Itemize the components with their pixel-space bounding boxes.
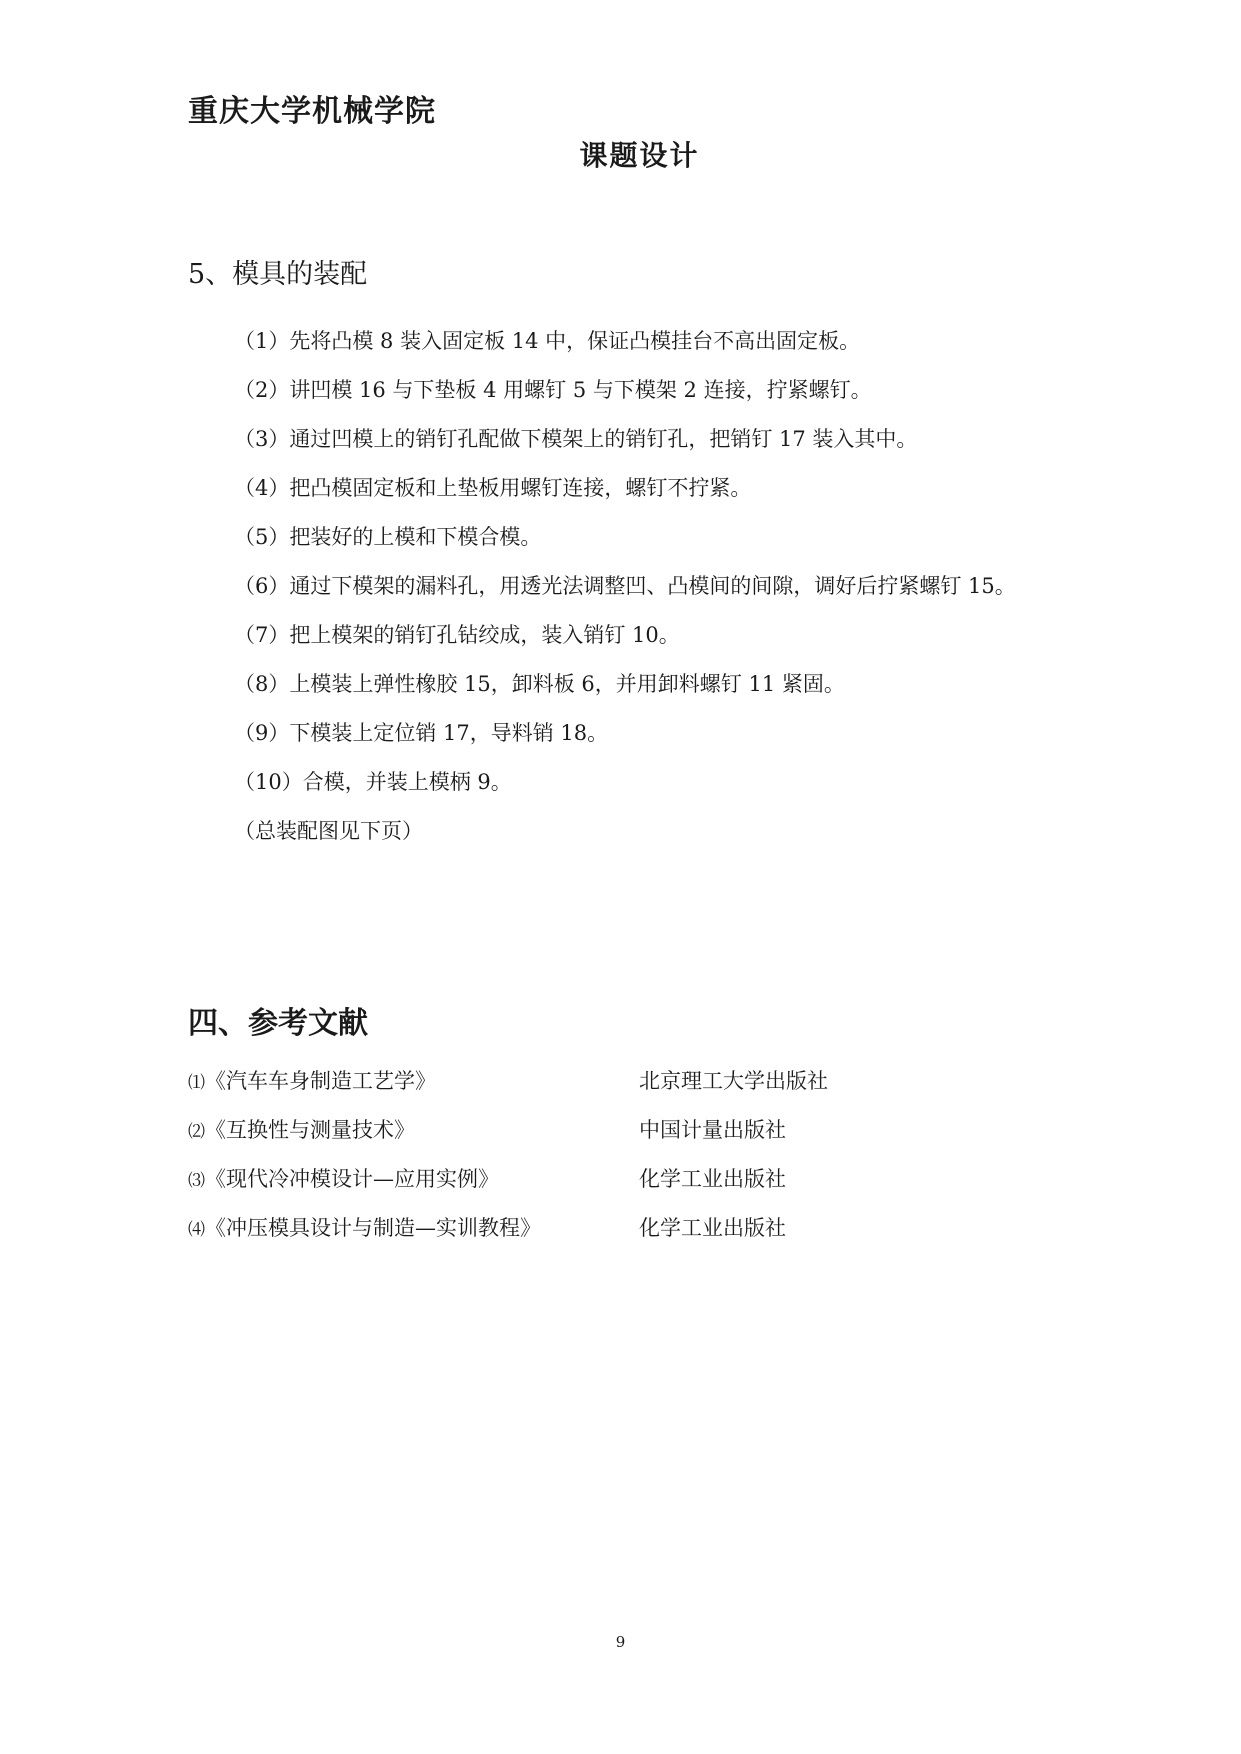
reference-publisher: 中国计量出版社 xyxy=(639,1118,786,1142)
reference-publisher: 北京理工大学出版社 xyxy=(639,1069,828,1093)
assembly-step: （5）把装好的上模和下模合模。 xyxy=(234,525,542,549)
reference-title: 《冲压模具设计与制造—实训教程》 xyxy=(205,1216,541,1240)
reference-item xyxy=(188,1208,1088,1257)
subject-title-text: 课题设计 xyxy=(579,139,700,172)
assembly-step: （3）通过凹模上的销钉孔配做下模架上的销钉孔，把销钉 17 装入其中。 xyxy=(234,427,918,451)
assembly-steps-list xyxy=(188,317,1058,856)
assembly-step: （8）上模装上弹性橡胶 15，卸料板 6，并用卸料螺钉 11 紧固。 xyxy=(234,672,845,696)
reference-title: 《互换性与测量技术》 xyxy=(205,1118,415,1142)
reference-number: ⑴ xyxy=(188,1073,205,1093)
reference-item xyxy=(188,1061,1088,1110)
assembly-step: （9）下模装上定位销 17，导料销 18。 xyxy=(234,721,609,745)
references-heading: 四、参考文献 xyxy=(188,1006,368,1041)
reference-publisher: 化学工业出版社 xyxy=(639,1216,786,1240)
reference-number: ⑶ xyxy=(188,1171,205,1191)
assembly-step: （7）把上模架的销钉孔钻绞成，装入销钉 10。 xyxy=(234,623,680,647)
assembly-note: （总装配图见下页） xyxy=(234,819,423,843)
reference-item xyxy=(188,1110,1088,1159)
references-list xyxy=(188,1061,1088,1257)
reference-item xyxy=(188,1159,1088,1208)
assembly-step: （10）合模，并装上模柄 9。 xyxy=(234,770,512,794)
reference-number: ⑵ xyxy=(188,1122,205,1142)
reference-title: 《现代冷冲模设计—应用实例》 xyxy=(205,1167,499,1191)
assembly-step: （4）把凸模固定板和上垫板用螺钉连接，螺钉不拧紧。 xyxy=(234,476,752,500)
assembly-step: （2）讲凹模 16 与下垫板 4 用螺钉 5 与下模架 2 连接，拧紧螺钉。 xyxy=(234,378,872,402)
page-number: 9 xyxy=(615,1633,626,1651)
school-name: 重庆大学机械学院 xyxy=(188,94,436,129)
reference-publisher: 化学工业出版社 xyxy=(639,1167,786,1191)
section-title: 5、模具的装配 xyxy=(188,259,368,290)
reference-number: ⑷ xyxy=(188,1220,205,1240)
assembly-step: （1）先将凸模 8 装入固定板 14 中，保证凸模挂台不高出固定板。 xyxy=(234,329,861,353)
assembly-step: （6）通过下模架的漏料孔，用透光法调整凹、凸模间的间隙，调好后拧紧螺钉 15。 xyxy=(234,574,1016,598)
reference-title: 《汽车车身制造工艺学》 xyxy=(205,1069,436,1093)
subject-title xyxy=(0,137,1241,175)
